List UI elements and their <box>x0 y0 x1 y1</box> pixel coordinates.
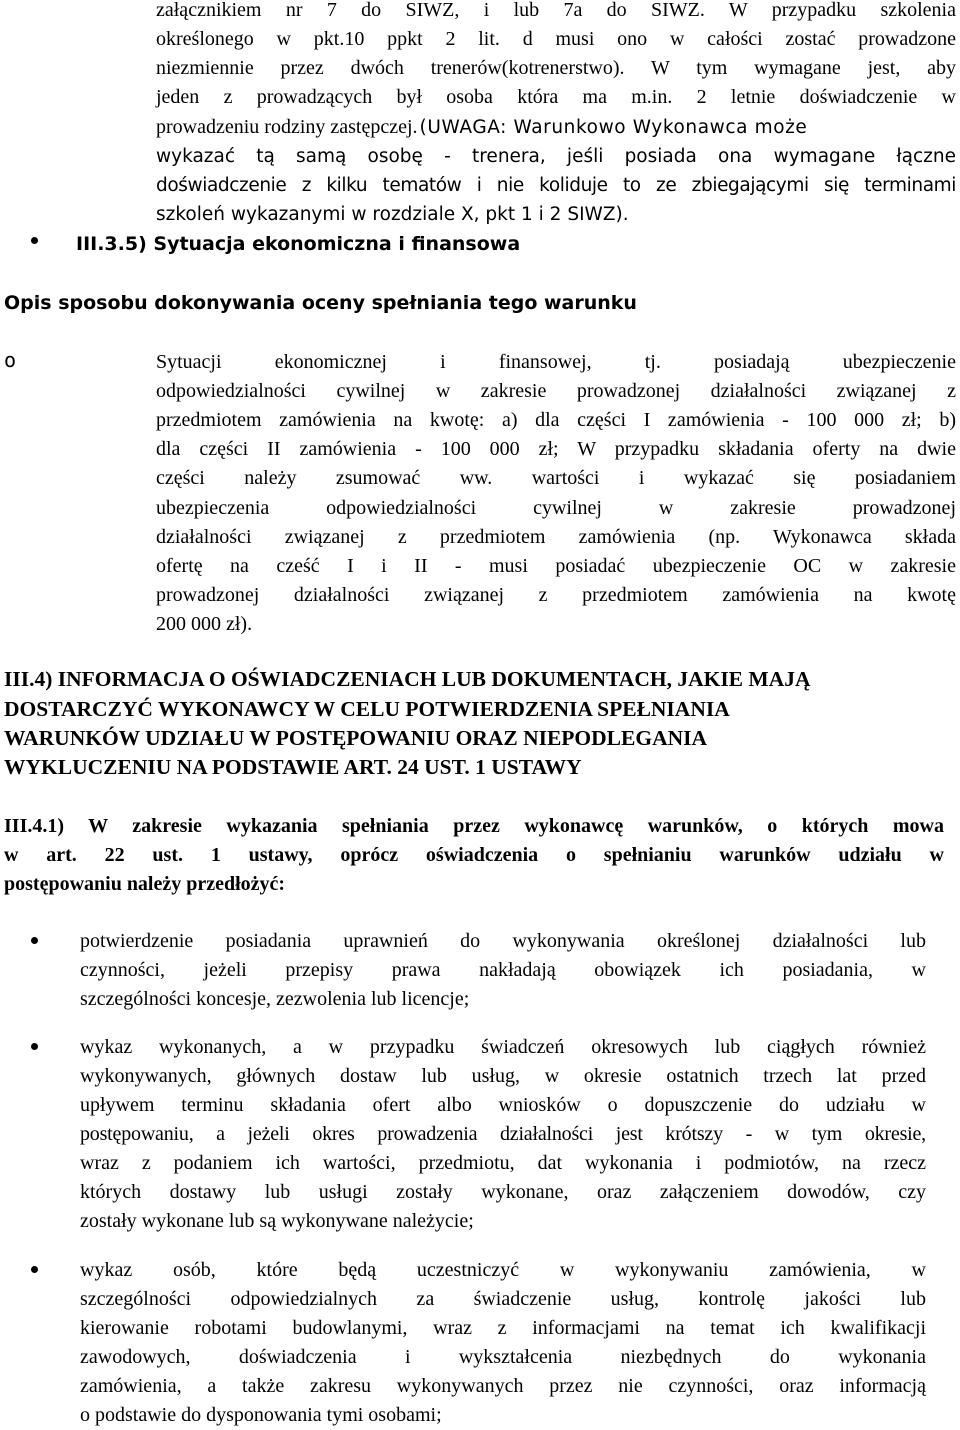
subsection-line: postępowaniu należy przedłożyć: <box>4 873 286 895</box>
bullet-icon <box>31 1266 38 1273</box>
text-line: o podstawie do dysponowania tymi osobami; <box>80 1404 442 1426</box>
text-line: wraz z podaniem ich wartości, przedmiotu, dat wykonania i podmiotów, na rzecz <box>80 1152 926 1174</box>
text-line: szkoleń wykazanymi w rozdziale X, pkt 1 i 2 SIWZ). <box>156 204 629 225</box>
heading-line: WARUNKÓW UDZIAŁU W POSTĘPOWANIU ORAZ NIEPODLEGANIA <box>4 726 708 750</box>
text-line: zamówienia, a także zakresu wykonywanych przez nie czynności, oraz informacją <box>80 1375 926 1397</box>
text-line: ofertę na cześć I i II - musi posiadać ubezpieczenie OC w zakresie <box>156 555 956 577</box>
text-line: kierowanie robotami budowlanymi, wraz z informacjami na temat ich kwalifikacji <box>80 1317 926 1339</box>
bullet-icon <box>31 1043 38 1050</box>
text-line: 200 000 zł). <box>156 613 253 635</box>
text-line: potwierdzenie posiadania uprawnień do wykonywania określonej działalności lub <box>80 930 926 952</box>
text-line: części należy zsumować ww. wartości i wykazać się posiadaniem <box>156 467 956 489</box>
text-line: prowadzonej działalności związanej z przedmiotem zamówienia na kwotę <box>156 584 956 606</box>
heading-line: DOSTARCZYĆ WYKONAWCY W CELU POTWIERDZENIA SPEŁNIANIA <box>4 697 730 721</box>
text-line: zawodowych, doświadczenia i wykształcenia niezbędnych do wykonania <box>80 1346 926 1368</box>
text-line: czynności, jeżeli przepisy prawa nakładają obowiązek ich posiadania, w <box>80 959 926 981</box>
text-line: postępowaniu, a jeżeli okres prowadzenia działalności jest krótszy - w tym okresie, <box>80 1123 926 1145</box>
text-line: załącznikiem nr 7 do SIWZ, i lub 7a do SIWZ. W przypadku szkolenia <box>156 0 956 21</box>
text-line: wykaz osób, które będą uczestniczyć w wykonywaniu zamówienia, w <box>80 1259 926 1281</box>
bullet-icon <box>31 237 38 244</box>
text-line: których dostawy lub usługi zostały wykonane, oraz załączeniem dowodów, czy <box>80 1181 926 1203</box>
text-line: określonego w pkt.10 ppkt 2 lit. d musi ono w całości zostać prowadzone <box>156 28 956 50</box>
text-line: ubezpieczenia odpowiedzialności cywilnej w zakresie prowadzonej <box>156 497 956 519</box>
section-heading: III.3.5) Sytuacja ekonomiczna i finansowa <box>76 233 521 255</box>
text-line: upływem terminu składania ofert albo wniosków o dopuszczenie do udziału w <box>80 1094 926 1116</box>
text-line: Sytuacji ekonomicznej i finansowej, tj. posiadają ubezpieczenie <box>156 351 956 373</box>
text-line <box>156 113 956 142</box>
text-line: doświadczenie z kilku tematów i nie koliduje to ze zbiegającymi się terminami <box>156 175 956 196</box>
text-fragment-sans: (UWAGA: Warunkowo Wykonawca może <box>419 117 808 138</box>
text-line: szczególności koncesje, zezwolenia lub licencje; <box>80 988 470 1010</box>
text-line: dla części II zamówienia - 100 000 zł; W przypadku składania oferty na dwie <box>156 438 956 460</box>
text-line: odpowiedzialności cywilnej w zakresie prowadzonej działalności związanej z <box>156 380 956 402</box>
text-line: wykazać tą samą osobę - trenera, jeśli posiada ona wymagane łączne <box>156 146 956 167</box>
text-line: szczególności odpowiedzialnych za świadczenie usług, kontrolę jakości lub <box>80 1288 926 1310</box>
heading-line: III.4) INFORMACJA O OŚWIADCZENIACH LUB DOKUMENTACH, JAKIE MAJĄ <box>4 667 811 691</box>
text-line: działalności związanej z przedmiotem zamówienia (np. Wykonawca składa <box>156 526 956 548</box>
text-line: niezmiennie przez dwóch trenerów(kotrenerstwo). W tym wymagane jest, aby <box>156 57 956 79</box>
circle-bullet-icon: o <box>4 348 17 372</box>
text-line: wykonywanych, głównych dostaw lub usług, w okresie ostatnich trzech lat przed <box>80 1065 926 1087</box>
text-fragment: prowadzeniu rodziny zastępczej. <box>156 116 418 138</box>
heading-line: WYKLUCZENIU NA PODSTAWIE ART. 24 UST. 1 USTAWY <box>4 755 582 779</box>
text-line: zostały wykonane lub są wykonywane należycie; <box>80 1210 474 1232</box>
subheading: Opis sposobu dokonywania oceny spełniania tego warunku <box>4 292 637 314</box>
text-line: jeden z prowadzących był osoba która ma m.in. 2 letnie doświadczenie w <box>156 86 956 108</box>
text-line: przedmiotem zamówienia na kwotę: a) dla części I zamówienia - 100 000 zł; b) <box>156 409 956 431</box>
bullet-icon <box>31 937 38 944</box>
subsection-line: III.4.1) W zakresie wykazania spełniania przez wykonawcę warunków, o których mowa <box>4 815 944 837</box>
subsection-line: w art. 22 ust. 1 ustawy, oprócz oświadczenia o spełnianiu warunków udziału w <box>4 844 944 866</box>
text-line: wykaz wykonanych, a w przypadku świadczeń okresowych lub ciągłych również <box>80 1036 926 1058</box>
